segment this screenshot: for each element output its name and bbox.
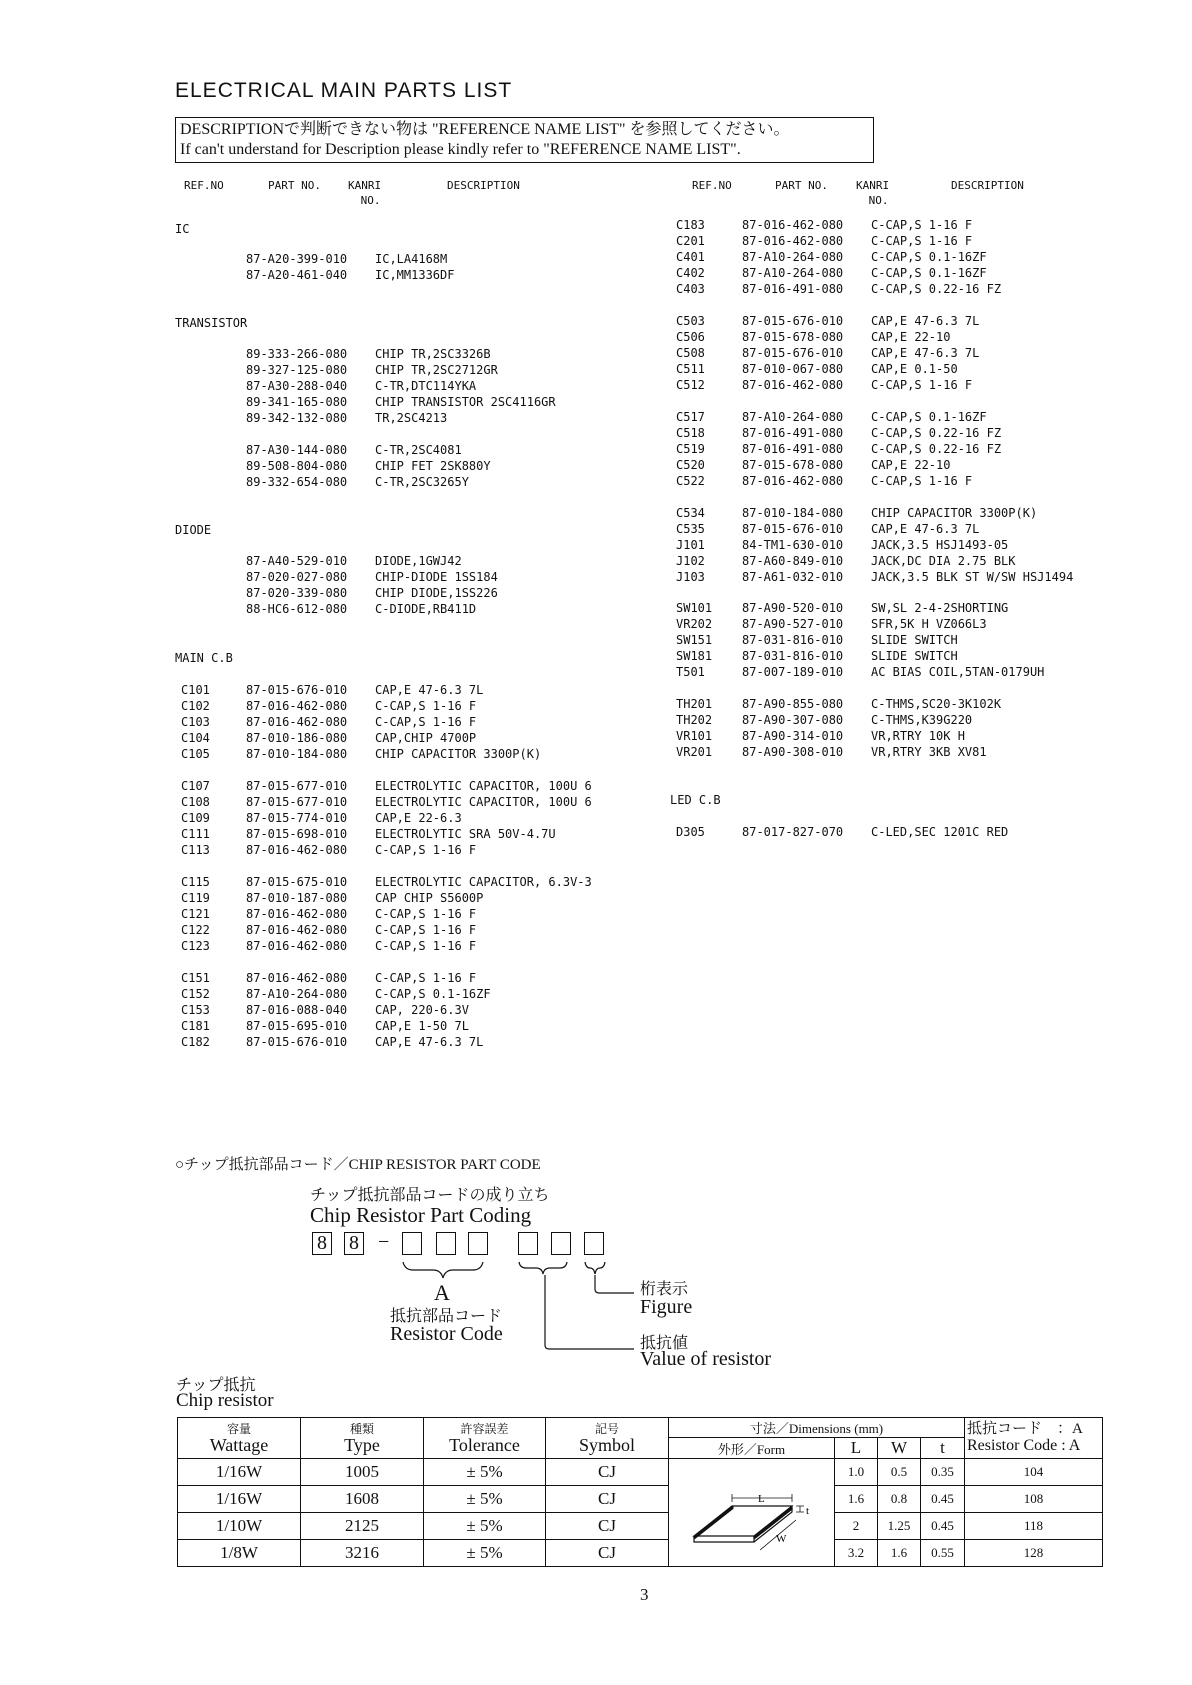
part-number: 89-508-804-080: [246, 459, 348, 473]
part-ref-no: C520: [676, 458, 705, 472]
cell-type: 2125: [301, 1513, 424, 1540]
part-number: 87-015-676-010: [246, 683, 348, 697]
part-number: 87-015-676-010: [742, 522, 844, 536]
part-description: C-CAP,S 1-16 F: [375, 699, 477, 713]
part-description: CAP,E 1-50 7L: [375, 1019, 469, 1033]
header-type: 種類 Type: [301, 1418, 424, 1459]
cell-code: 108: [965, 1486, 1103, 1513]
header-tolerance: 許容誤差 Tolerance: [424, 1418, 546, 1459]
part-number: 87-017-827-070: [742, 825, 844, 839]
table-row: [178, 1540, 1103, 1567]
table-row: [178, 1459, 1103, 1486]
part-number: 87-015-677-010: [246, 779, 348, 793]
part-description: C-TR,2SC3265Y: [375, 475, 469, 489]
part-number: 87-015-678-080: [742, 458, 844, 472]
part-number: 87-015-675-010: [246, 875, 348, 889]
part-number: 87-A30-144-080: [246, 443, 348, 457]
part-number: 87-A90-308-010: [742, 745, 844, 759]
part-description: C-DIODE,RB411D: [375, 602, 477, 616]
part-ref-no: C181: [181, 1019, 210, 1033]
part-ref-no: J102: [676, 554, 705, 568]
part-number: 87-016-462-080: [246, 715, 348, 729]
part-description: JACK,3.5 BLK ST W/SW HSJ1494: [871, 570, 1074, 584]
header-t: t: [921, 1438, 965, 1459]
section-heading: DIODE: [175, 523, 212, 537]
part-ref-no: C401: [676, 250, 705, 264]
part-number: 87-016-462-080: [246, 923, 348, 937]
part-number: 87-016-462-080: [742, 474, 844, 488]
part-ref-no: C503: [676, 314, 705, 328]
part-ref-no: C103: [181, 715, 210, 729]
chip-resistor-table: [177, 1417, 1103, 1567]
part-ref-no: C119: [181, 891, 210, 905]
section-heading: IC: [175, 222, 190, 236]
part-description: C-CAP,S 0.22-16 FZ: [871, 282, 1002, 296]
part-number: 87-020-027-080: [246, 570, 348, 584]
part-number: 87-020-339-080: [246, 586, 348, 600]
part-ref-no: C115: [181, 875, 210, 889]
part-number: 87-031-816-010: [742, 649, 844, 663]
part-description: C-CAP,S 0.1-16ZF: [871, 250, 987, 264]
cell-wattage: 1/8W: [178, 1540, 301, 1567]
part-number: 87-010-067-080: [742, 362, 844, 376]
code-dash: −: [378, 1231, 390, 1253]
part-number: 87-010-184-080: [742, 506, 844, 520]
part-description: ELECTROLYTIC CAPACITOR, 6.3V-3: [375, 875, 592, 889]
header-wattage: 容量 Wattage: [178, 1418, 301, 1459]
table-header-row-1: [178, 1418, 1103, 1438]
table-row: [178, 1486, 1103, 1513]
part-description: CAP CHIP S5600P: [375, 891, 484, 905]
part-number: 87-A30-288-040: [246, 379, 348, 393]
part-description: AC BIAS COIL,5TAN-0179UH: [871, 665, 1045, 679]
part-ref-no: C109: [181, 811, 210, 825]
part-ref-no: J103: [676, 570, 705, 584]
part-description: IC,LA4168M: [375, 252, 448, 266]
cell-type: 1608: [301, 1486, 424, 1513]
part-description: CAP,CHIP 4700P: [375, 731, 477, 745]
part-description: TR,2SC4213: [375, 411, 448, 425]
label-figure-english: Figure: [640, 1296, 693, 1318]
part-ref-no: T501: [676, 665, 705, 679]
part-description: CAP,E 0.1-50: [871, 362, 958, 376]
part-ref-no: SW151: [676, 633, 713, 647]
part-ref-no: C108: [181, 795, 210, 809]
part-description: C-CAP,S 0.22-16 FZ: [871, 426, 1002, 440]
part-number: 87-016-462-080: [246, 907, 348, 921]
label-value-japanese: 抵抗値: [640, 1335, 689, 1352]
part-ref-no: C522: [676, 474, 705, 488]
part-description: C-CAP,S 1-16 F: [375, 715, 477, 729]
part-number: 84-TM1-630-010: [742, 538, 844, 552]
part-description: SW,SL 2-4-2SHORTING: [871, 601, 1009, 615]
part-ref-no: C517: [676, 410, 705, 424]
part-description: SFR,5K H VZ066L3: [871, 617, 987, 631]
cell-tolerance: ± 5%: [424, 1513, 546, 1540]
part-number: 87-A20-399-010: [246, 252, 348, 266]
header-ref-no-right: REF.NO: [692, 179, 732, 192]
part-description: CHIP DIODE,1SS226: [375, 586, 498, 600]
part-number: 87-016-462-080: [742, 378, 844, 392]
part-number: 87-015-695-010: [246, 1019, 348, 1033]
part-ref-no: TH202: [676, 713, 713, 727]
chip-resistor-title-english: Chip resistor: [176, 1390, 274, 1411]
cell-wattage: 1/16W: [178, 1486, 301, 1513]
part-ref-no: C201: [676, 234, 705, 248]
part-number: 87-015-676-010: [246, 1035, 348, 1049]
part-ref-no: C102: [181, 699, 210, 713]
header-kanri-line2: NO.: [360, 194, 381, 207]
part-ref-no: J101: [676, 538, 705, 552]
part-ref-no: C151: [181, 971, 210, 985]
part-ref-no: C535: [676, 522, 705, 536]
part-number: 87-031-816-010: [742, 633, 844, 647]
part-description: C-LED,SEC 1201C RED: [871, 825, 1009, 839]
part-ref-no: C122: [181, 923, 210, 937]
cell-tolerance: ± 5%: [424, 1486, 546, 1513]
part-number: 87-016-462-080: [742, 234, 844, 248]
part-number: 87-016-462-080: [246, 971, 348, 985]
part-number: 87-A90-314-010: [742, 729, 844, 743]
part-number: 87-016-491-080: [742, 442, 844, 456]
part-number: 87-A10-264-080: [742, 266, 844, 280]
header-description: DESCRIPTION: [447, 179, 520, 192]
label-value-english: Value of resistor: [640, 1348, 772, 1370]
part-ref-no: C113: [181, 843, 210, 857]
part-description: C-CAP,S 0.1-16ZF: [375, 987, 491, 1001]
part-description: C-TR,2SC4081: [375, 443, 462, 457]
part-description: VR,RTRY 10K H: [871, 729, 965, 743]
part-number: 87-015-698-010: [246, 827, 348, 841]
part-number: 87-A61-032-010: [742, 570, 844, 584]
cell-l: 2: [835, 1513, 878, 1540]
part-number: 87-010-184-080: [246, 747, 348, 761]
diagram-t-label: t: [805, 1505, 809, 1517]
part-description: C-THMS,SC20-3K102K: [871, 697, 1002, 711]
part-ref-no: VR202: [676, 617, 713, 631]
section-heading: MAIN C.B: [175, 651, 233, 665]
part-description: CAP,E 47-6.3 7L: [375, 1035, 484, 1049]
part-number: 87-010-186-080: [246, 731, 348, 745]
part-number: 89-341-165-080: [246, 395, 348, 409]
header-ref-no: REF.NO: [184, 179, 224, 192]
notice-japanese: DESCRIPTIONで判断できない物は "REFERENCE NAME LIST" を参照してください。: [180, 121, 790, 138]
part-description: C-CAP,S 0.22-16 FZ: [871, 442, 1002, 456]
part-ref-no: C152: [181, 987, 210, 1001]
part-ref-no: C104: [181, 731, 210, 745]
header-kanri-right-line2: NO.: [868, 194, 889, 207]
part-number: 87-015-677-010: [246, 795, 348, 809]
cell-l: 1.6: [835, 1486, 878, 1513]
part-description: CHIP TR,2SC2712GR: [375, 363, 498, 377]
part-description: CHIP TR,2SC3326B: [375, 347, 491, 361]
part-description: ELECTROLYTIC CAPACITOR, 100U 6: [375, 795, 592, 809]
part-description: SLIDE SWITCH: [871, 649, 958, 663]
part-description: CAP,E 22-10: [871, 330, 951, 344]
cell-t: 0.45: [921, 1513, 965, 1540]
part-ref-no: C534: [676, 506, 705, 520]
part-description: ELECTROLYTIC CAPACITOR, 100U 6: [375, 779, 592, 793]
part-description: C-CAP,S 1-16 F: [375, 971, 477, 985]
part-description: JACK,3.5 HSJ1493-05: [871, 538, 1009, 552]
part-description: CHIP CAPACITOR 3300P(K): [871, 506, 1038, 520]
cell-t: 0.35: [921, 1459, 965, 1486]
part-number: 87-016-462-080: [742, 218, 844, 232]
part-number: 87-A90-307-080: [742, 713, 844, 727]
cell-symbol: CJ: [546, 1459, 669, 1486]
code-digit-1: 8: [312, 1232, 332, 1255]
label-a: A: [434, 1280, 450, 1305]
header-resistor-code: 抵抗コード ：A Resistor Code : A: [965, 1418, 1103, 1459]
part-description: C-CAP,S 1-16 F: [871, 218, 973, 232]
chip-code-title: ○チップ抵抗部品コード／CHIP RESISTOR PART CODE: [175, 1157, 541, 1173]
part-number: 89-333-266-080: [246, 347, 348, 361]
coding-title-japanese: チップ抵抗部品コードの成り立ち: [310, 1187, 550, 1204]
header-part-no: PART NO.: [268, 179, 321, 192]
part-description: CHIP FET 2SK880Y: [375, 459, 491, 473]
part-description: C-CAP,S 1-16 F: [871, 474, 973, 488]
cell-wattage: 1/10W: [178, 1513, 301, 1540]
part-number: 89-342-132-080: [246, 411, 348, 425]
part-number: 87-010-187-080: [246, 891, 348, 905]
part-description: C-CAP,S 0.1-16ZF: [871, 410, 987, 424]
cell-tolerance: ± 5%: [424, 1459, 546, 1486]
part-description: CHIP CAPACITOR 3300P(K): [375, 747, 542, 761]
part-number: 89-332-654-080: [246, 475, 348, 489]
part-ref-no: C402: [676, 266, 705, 280]
cell-type: 3216: [301, 1540, 424, 1567]
part-number: 87-015-676-010: [742, 314, 844, 328]
part-description: CAP,E 22-6.3: [375, 811, 462, 825]
part-description: CAP,E 22-10: [871, 458, 951, 472]
page-number: 3: [640, 1585, 649, 1604]
part-ref-no: SW181: [676, 649, 713, 663]
part-number: 87-016-462-080: [246, 699, 348, 713]
cell-code: 128: [965, 1540, 1103, 1567]
code-digit-2: 8: [344, 1232, 364, 1255]
label-figure-japanese: 桁表示: [640, 1281, 689, 1298]
part-number: 87-015-676-010: [742, 346, 844, 360]
cell-form-drawing: [669, 1459, 835, 1567]
cell-symbol: CJ: [546, 1540, 669, 1567]
part-number: 87-016-088-040: [246, 1003, 348, 1017]
part-number: 89-327-125-080: [246, 363, 348, 377]
part-description: C-CAP,S 1-16 F: [375, 923, 477, 937]
diagram-w-label: W: [775, 1533, 786, 1545]
part-number: 87-015-678-080: [742, 330, 844, 344]
part-number: 87-016-462-080: [246, 843, 348, 857]
part-description: C-CAP,S 1-16 F: [375, 939, 477, 953]
diagram-l-label: L: [757, 1493, 765, 1505]
part-description: CAP,E 47-6.3 7L: [871, 314, 980, 328]
part-description: CAP,E 47-6.3 7L: [375, 683, 484, 697]
part-number: 87-A10-264-080: [246, 987, 348, 1001]
header-symbol: 記号 Symbol: [546, 1418, 669, 1459]
part-number: 87-A40-529-010: [246, 554, 348, 568]
header-l: L: [835, 1438, 878, 1459]
part-ref-no: C508: [676, 346, 705, 360]
cell-w: 0.5: [878, 1459, 921, 1486]
header-form: 外形／Form: [669, 1438, 835, 1459]
chip-resistor-title-japanese: チップ抵抗: [176, 1377, 256, 1394]
part-ref-no: VR101: [676, 729, 713, 743]
part-description: JACK,DC DIA 2.75 BLK: [871, 554, 1016, 568]
part-ref-no: C512: [676, 378, 705, 392]
header-part-no-right: PART NO.: [775, 179, 828, 192]
cell-code: 104: [965, 1459, 1103, 1486]
part-number: 87-A60-849-010: [742, 554, 844, 568]
part-ref-no: SW101: [676, 601, 713, 615]
part-number: 88-HC6-612-080: [246, 602, 348, 616]
part-number: 87-007-189-010: [742, 665, 844, 679]
cell-t: 0.55: [921, 1540, 965, 1567]
part-ref-no: C111: [181, 827, 210, 841]
part-description: ELECTROLYTIC SRA 50V-4.7U: [375, 827, 556, 841]
part-number: 87-016-491-080: [742, 426, 844, 440]
part-ref-no: C511: [676, 362, 705, 376]
part-number: 87-A10-264-080: [742, 250, 844, 264]
part-number: 87-016-462-080: [246, 939, 348, 953]
coding-title-english: Chip Resistor Part Coding: [310, 1203, 532, 1227]
part-ref-no: C519: [676, 442, 705, 456]
part-description: C-CAP,S 1-16 F: [871, 378, 973, 392]
header-description-right: DESCRIPTION: [951, 179, 1024, 192]
cell-t: 0.45: [921, 1486, 965, 1513]
notice-english: If can't understand for Description please kindly refer to "REFERENCE NAME LIST".: [180, 141, 741, 158]
part-description: CHIP TRANSISTOR 2SC4116GR: [375, 395, 556, 409]
part-ref-no: C403: [676, 282, 705, 296]
part-ref-no: C182: [181, 1035, 210, 1049]
cell-w: 1.25: [878, 1513, 921, 1540]
part-description: VR,RTRY 3KB XV81: [871, 745, 987, 759]
part-ref-no: C107: [181, 779, 210, 793]
part-number: 87-A90-520-010: [742, 601, 844, 615]
part-ref-no: C101: [181, 683, 210, 697]
label-resistor-code-japanese: 抵抗部品コード: [390, 1308, 503, 1325]
part-description: C-CAP,S 1-16 F: [375, 843, 477, 857]
part-ref-no: C105: [181, 747, 210, 761]
part-description: CHIP-DIODE 1SS184: [375, 570, 498, 584]
part-ref-no: C123: [181, 939, 210, 953]
part-ref-no: D305: [676, 825, 705, 839]
part-number: 87-A20-461-040: [246, 268, 348, 282]
part-description: CAP,E 47-6.3 7L: [871, 346, 980, 360]
part-description: CAP, 220-6.3V: [375, 1003, 469, 1017]
cell-w: 1.6: [878, 1540, 921, 1567]
part-ref-no: C506: [676, 330, 705, 344]
part-description: C-THMS,K39G220: [871, 713, 973, 727]
part-number: 87-A10-264-080: [742, 410, 844, 424]
part-description: C-TR,DTC114YKA: [375, 379, 477, 393]
cell-code: 118: [965, 1513, 1103, 1540]
part-number: 87-015-774-010: [246, 811, 348, 825]
page-title: ELECTRICAL MAIN PARTS LIST: [175, 79, 513, 102]
cell-tolerance: ± 5%: [424, 1540, 546, 1567]
table-row: [178, 1513, 1103, 1540]
cell-l: 3.2: [835, 1540, 878, 1567]
part-ref-no: C153: [181, 1003, 210, 1017]
part-description: SLIDE SWITCH: [871, 633, 958, 647]
label-resistor-code-english: Resistor Code: [390, 1323, 503, 1345]
part-description: C-CAP,S 1-16 F: [871, 234, 973, 248]
part-description: C-CAP,S 0.1-16ZF: [871, 266, 987, 280]
chip-resistor-form-diagram: [672, 1460, 832, 1560]
section-heading: LED C.B: [670, 793, 721, 807]
part-ref-no: C121: [181, 907, 210, 921]
header-kanri-line1: KANRI: [348, 179, 382, 192]
section-heading: TRANSISTOR: [175, 316, 248, 330]
part-ref-no: TH201: [676, 697, 713, 711]
cell-symbol: CJ: [546, 1486, 669, 1513]
part-number: 87-A90-527-010: [742, 617, 844, 631]
part-ref-no: C183: [676, 218, 705, 232]
part-description: IC,MM1336DF: [375, 268, 455, 282]
part-description: CAP,E 47-6.3 7L: [871, 522, 980, 536]
part-number: 87-A90-855-080: [742, 697, 844, 711]
header-dimensions: 寸法／Dimensions (mm): [669, 1418, 965, 1438]
cell-w: 0.8: [878, 1486, 921, 1513]
cell-symbol: CJ: [546, 1513, 669, 1540]
cell-type: 1005: [301, 1459, 424, 1486]
part-description: C-CAP,S 1-16 F: [375, 907, 477, 921]
cell-wattage: 1/16W: [178, 1459, 301, 1486]
cell-l: 1.0: [835, 1459, 878, 1486]
part-ref-no: VR201: [676, 745, 713, 759]
header-kanri-right-line1: KANRI: [856, 179, 890, 192]
part-ref-no: C518: [676, 426, 705, 440]
part-description: DIODE,1GWJ42: [375, 554, 462, 568]
header-w: W: [878, 1438, 921, 1459]
part-number: 87-016-491-080: [742, 282, 844, 296]
